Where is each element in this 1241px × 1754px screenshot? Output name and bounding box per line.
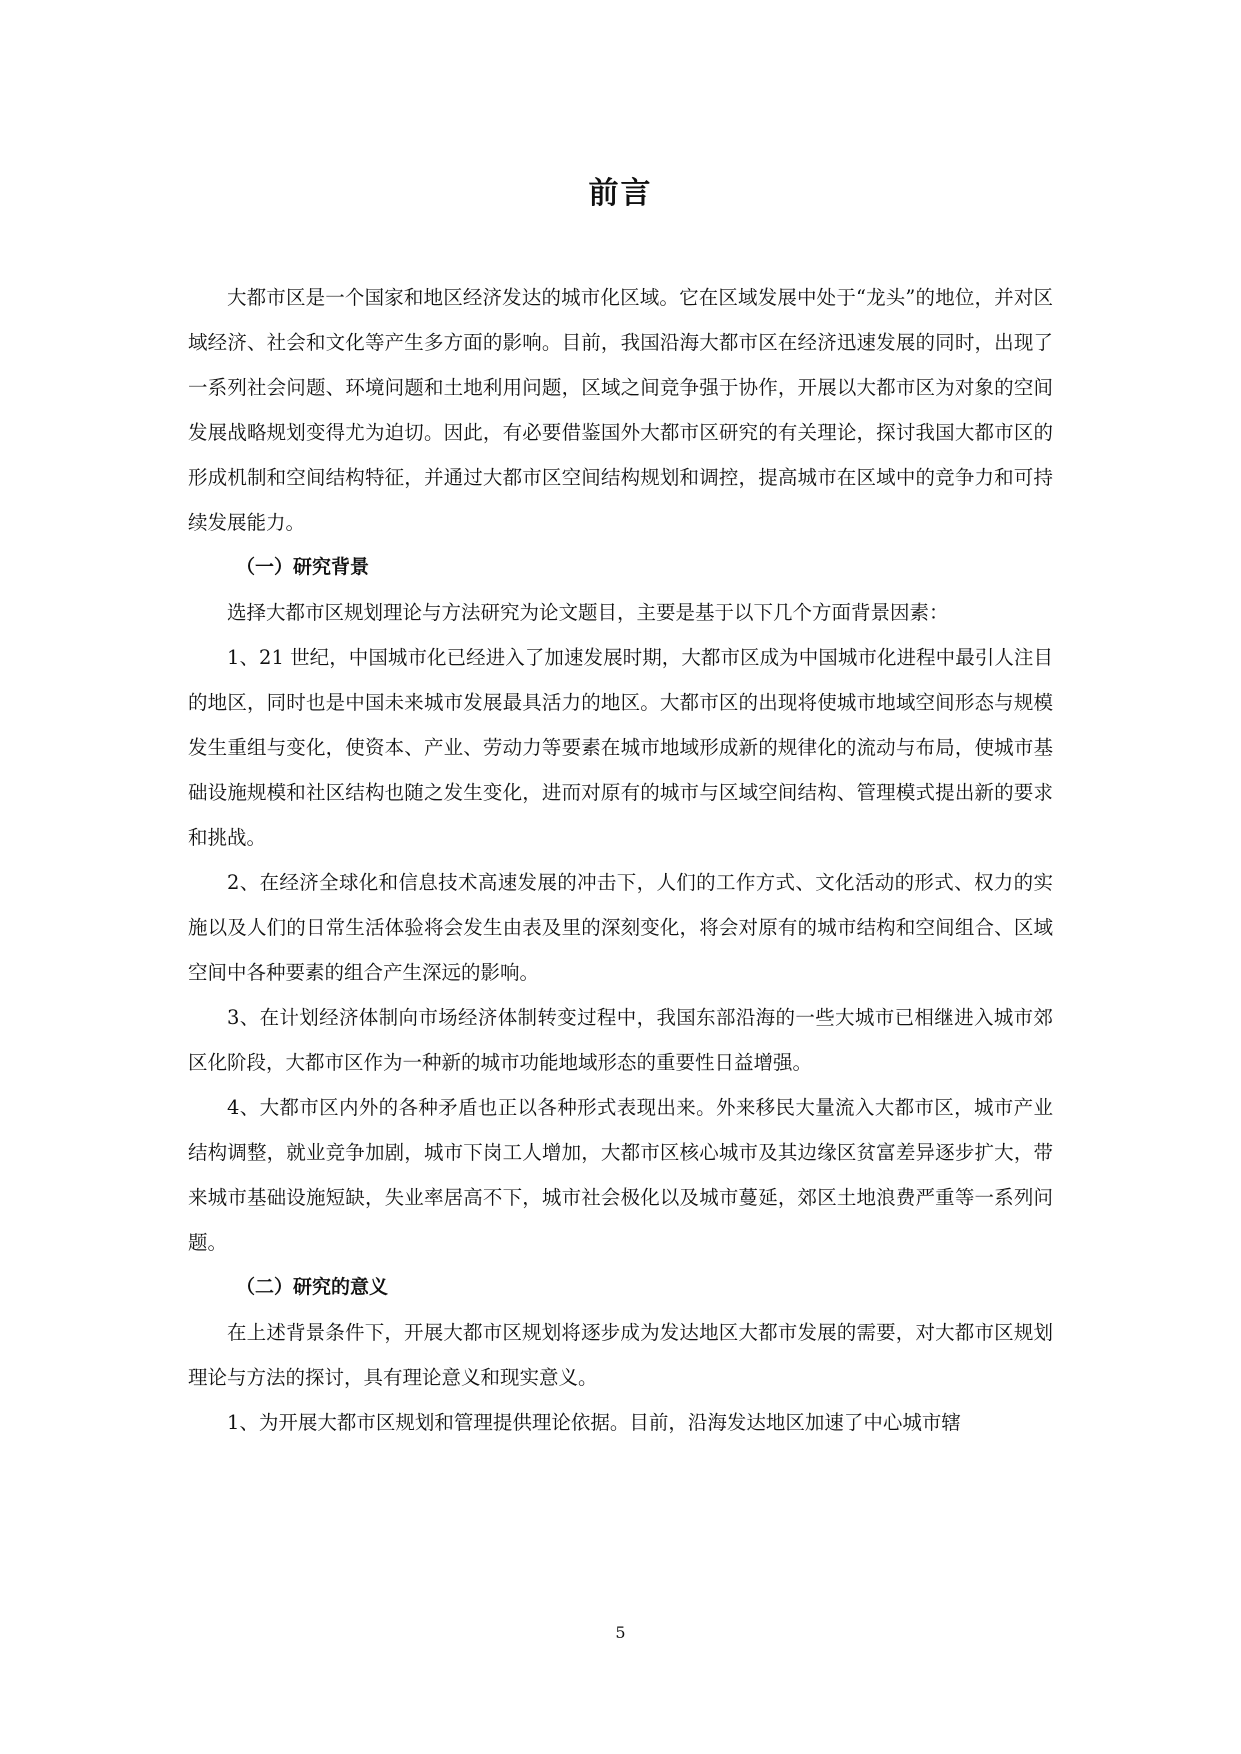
intro-paragraph: 大都市区是一个国家和地区经济发达的城市化区域。它在区域发展中处于“龙头”的地位，并对区域经济、社会和文化等产生多方面的影响。目前，我国沿海大都市区在经济迅速发展的同时，出现了一系列社会问题、环境问题和土地利用问题，区域之间竞争强于协作，开展以大都市区为对象的空间发展战略规划变得尤为迫切。因此，有必要借鉴国外大都市区研究的有关理论，探讨我国大都市区的形成机制和空间结构特征，并通过大都市区空间结构规划和调控，提高城市在区域中的竞争力和可持续发展能力。	[188, 286, 1053, 534]
significance-item-1: 1、为开展大都市区规划和管理提供理论依据。目前，沿海发达地区加速了中心城市辖	[227, 1411, 961, 1434]
section-lead-significance: 在上述背景条件下，开展大都市区规划将逐步成为发达地区大都市发展的需要，对大都市区规划理论与方法的探讨，具有理论意义和现实意义。	[188, 1321, 1053, 1389]
page-title: 前言	[588, 176, 653, 211]
document-body	[188, 275, 1053, 1445]
background-item-4: 4、大都市区内外的各种矛盾也正以各种形式表现出来。外来移民大量流入大都市区，城市产业结构调整，就业竞争加剧，城市下岗工人增加，大都市区核心城市及其边缘区贫富差异逐步扩大，带来城市基础设施短缺，失业率居高不下，城市社会极化以及城市蔓延，郊区土地浪费严重等一系列问题。	[188, 1096, 1053, 1254]
page-number: 5	[615, 1623, 626, 1642]
section-lead-background: 选择大都市区规划理论与方法研究为论文题目，主要是基于以下几个方面背景因素：	[227, 601, 949, 624]
background-item-1: 1、21 世纪，中国城市化已经进入了加速发展时期，大都市区成为中国城市化进程中最引人注目的地区，同时也是中国未来城市发展最具活力的地区。大都市区的出现将使城市地域空间形态与规模发生重组与变化，使资本、产业、劳动力等要素在城市地域形成新的规律化的流动与布局，使城市基础设施规模和社区结构也随之发生变化，进而对原有的城市与区域空间结构、管理模式提出新的要求和挑战。	[188, 646, 1053, 849]
background-item-2: 2、在经济全球化和信息技术高速发展的冲击下，人们的工作方式、文化活动的形式、权力的实施以及人们的日常生活体验将会发生由表及里的深刻变化，将会对原有的城市结构和空间组合、区域空间中各种要素的组合产生深远的影响。	[188, 871, 1053, 984]
background-item-3: 3、在计划经济体制向市场经济体制转变过程中，我国东部沿海的一些大城市已相继进入城市郊区化阶段，大都市区作为一种新的城市功能地域形态的重要性日益增强。	[188, 1006, 1053, 1074]
section-heading-background: （一）研究背景	[236, 556, 370, 578]
section-heading-significance: （二）研究的意义	[236, 1276, 389, 1298]
